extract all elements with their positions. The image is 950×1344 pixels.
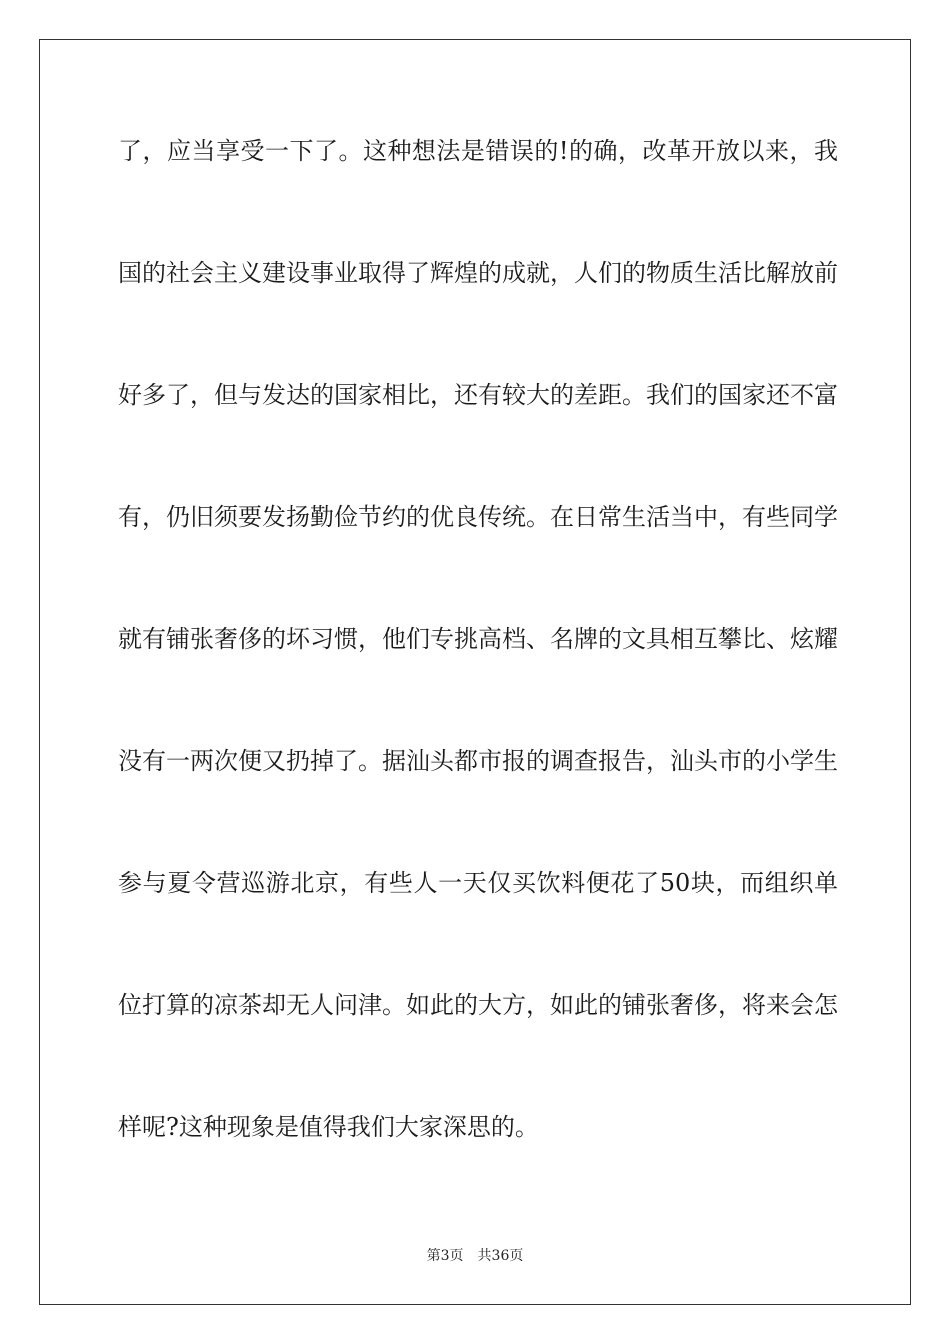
page-footer [0,1246,950,1266]
text-line: 参与夏令营巡游北京，有些人一天仅买饮料便花了50块，而组织单 [118,869,838,897]
text-line: 有，仍旧须要发扬勤俭节约的优良传统。在日常生活当中，有些同学 [118,503,838,531]
page-number: 第3页 [426,1248,464,1264]
total-pages: 共36页 [477,1248,524,1264]
text-line: 了，应当享受一下了。这种想法是错误的!的确，改革开放以来，我 [118,137,838,165]
text-line: 没有一两次便又扔掉了。据汕头都市报的调查报告，汕头市的小学生 [118,747,838,775]
text-line: 位打算的凉茶却无人问津。如此的大方，如此的铺张奢侈，将来会怎 [118,991,838,1019]
text-line: 就有铺张奢侈的坏习惯，他们专挑高档、名牌的文具相互攀比、炫耀 [118,625,838,653]
text-line: 国的社会主义建设事业取得了辉煌的成就，人们的物质生活比解放前 [118,259,838,287]
text-line: 好多了，但与发达的国家相比，还有较大的差距。我们的国家还不富 [118,381,838,409]
text-line: 样呢?这种现象是值得我们大家深思的。 [118,1113,539,1141]
